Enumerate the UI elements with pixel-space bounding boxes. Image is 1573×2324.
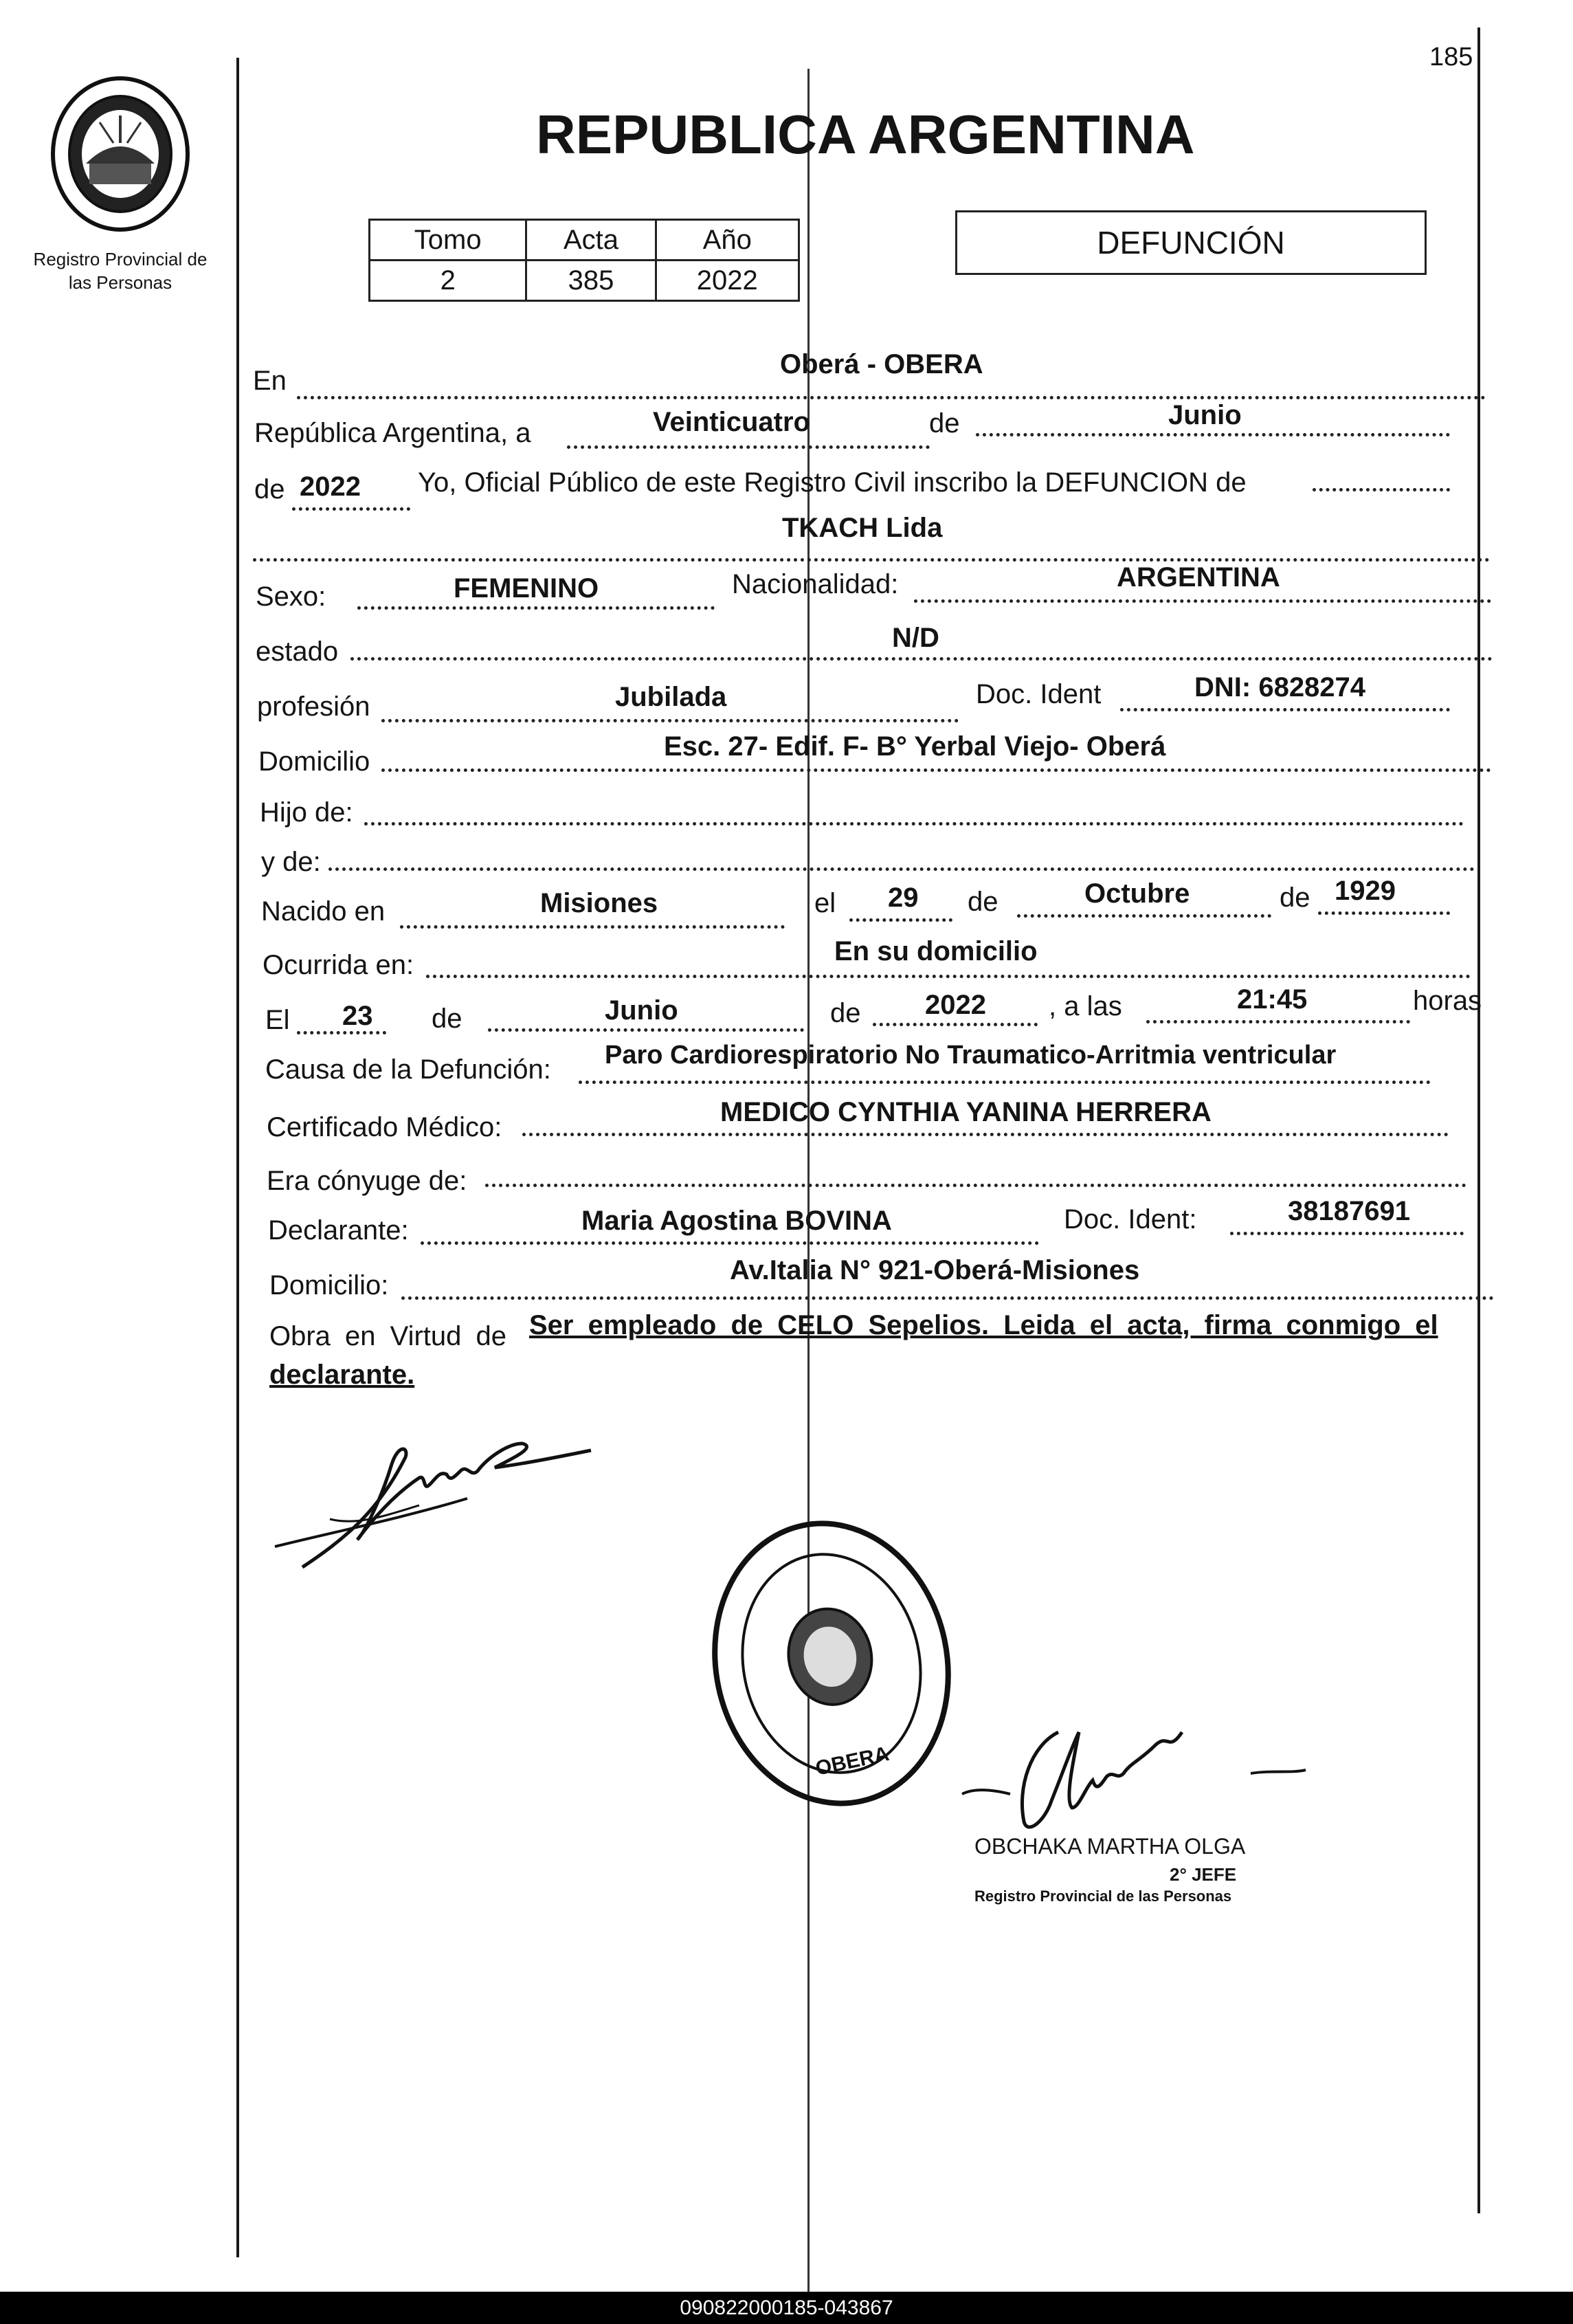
dotted-line — [1230, 1232, 1464, 1235]
doc-ident-label-2: Doc. Ident: — [1064, 1204, 1197, 1235]
alas-label: , a las — [1049, 991, 1122, 1021]
year-prefix-label: de — [254, 474, 285, 505]
declarante-value: Maria Agostina BOVINA — [581, 1206, 892, 1236]
de-label-birth2: de — [1280, 883, 1310, 913]
officer-signature — [948, 1705, 1333, 1842]
dotted-line — [253, 558, 1490, 562]
dotted-line — [1120, 708, 1450, 711]
header-acta: Acta — [526, 220, 656, 261]
dotted-line — [292, 507, 410, 511]
header-ano: Año — [656, 220, 799, 261]
profesion-value: Jubilada — [615, 682, 727, 712]
page-number: 185 — [1429, 43, 1473, 71]
dotted-line — [297, 1031, 386, 1034]
footer-code: 090822000185-043867 — [0, 2292, 1573, 2324]
dotted-line — [914, 599, 1491, 603]
right-margin-line — [1477, 27, 1480, 2213]
center-fold-line — [807, 69, 810, 2296]
birth-year: 1929 — [1335, 876, 1396, 906]
en-value: Oberá - OBERA — [780, 349, 983, 379]
dotted-line — [364, 822, 1464, 826]
declarante-label: Declarante: — [268, 1215, 409, 1246]
officer-role: 2° JEFE — [1170, 1864, 1237, 1885]
dotted-line — [426, 975, 1471, 978]
year-value: 2022 — [300, 472, 361, 502]
dotted-line — [522, 1133, 1449, 1136]
inscribo-text: Yo, Oficial Público de este Registro Civil inscribo la DEFUNCION de — [418, 467, 1247, 498]
domicilio-value: Esc. 27- Edif. F- B° Yerbal Viejo- Oberá — [664, 731, 1166, 762]
domicilio-value-2: Av.Italia N° 921-Oberá-Misiones — [730, 1255, 1140, 1285]
value-ano: 2022 — [656, 261, 799, 301]
dotted-line — [1313, 488, 1450, 491]
registry-caption-line1: Registro Provincial de — [33, 249, 208, 269]
dotted-line — [400, 925, 785, 929]
death-year: 2022 — [925, 990, 986, 1020]
dotted-line — [350, 657, 1493, 661]
page-title: REPUBLICA ARGENTINA — [536, 104, 1195, 165]
de-label-birth1: de — [968, 887, 999, 917]
dotted-line — [1146, 1020, 1410, 1023]
el-label: el — [814, 888, 836, 918]
de-label-death2: de — [830, 998, 861, 1028]
doc-ident-label: Doc. Ident — [976, 679, 1102, 709]
dotted-line — [976, 433, 1450, 436]
officer-name: OBCHAKA MARTHA OLGA — [974, 1834, 1246, 1859]
birth-day: 29 — [888, 883, 919, 913]
causa-label: Causa de la Defunción: — [265, 1054, 551, 1085]
dotted-line — [297, 396, 1486, 399]
dotted-line — [849, 918, 952, 922]
deceased-name: TKACH Lida — [782, 513, 943, 543]
nacionalidad-label: Nacionalidad: — [732, 569, 899, 599]
delegation-stamp — [701, 1512, 962, 1815]
obra-value-line1: Ser empleado de CELO Sepelios. Leida el acta, firma conmigo el — [529, 1310, 1438, 1340]
en-label: En — [253, 366, 287, 396]
obra-label: Obra en Virtud de — [269, 1321, 507, 1351]
doc-ident-value: DNI: 6828274 — [1194, 672, 1366, 702]
profesion-label: profesión — [257, 691, 370, 722]
declarante-doc: 38187691 — [1288, 1196, 1410, 1226]
dotted-line — [579, 1081, 1431, 1084]
obra-value-line2: declarante. — [269, 1360, 415, 1390]
domicilio-label: Domicilio — [258, 746, 370, 777]
nacido-value: Misiones — [540, 888, 658, 918]
dotted-line — [421, 1241, 1039, 1245]
sexo-label: Sexo: — [256, 582, 326, 612]
conyuge-label: Era cónyuge de: — [267, 1166, 467, 1196]
dotted-line — [485, 1184, 1466, 1187]
left-margin-line — [236, 58, 239, 2257]
day-value: Veinticuatro — [653, 407, 810, 437]
causa-value: Paro Cardiorespiratorio No Traumatico-Arritmia ventricular — [605, 1041, 1337, 1070]
certificado-label: Certificado Médico: — [267, 1112, 502, 1142]
dotted-line — [873, 1023, 1038, 1026]
dotted-line — [401, 1296, 1494, 1300]
month-value: Junio — [1168, 400, 1242, 430]
officer-institution: Registro Provincial de las Personas — [974, 1888, 1232, 1905]
birth-month: Octubre — [1084, 878, 1190, 909]
ocurrida-value: En su domicilio — [834, 936, 1038, 966]
republica-label: República Argentina, a — [254, 418, 531, 448]
value-acta: 385 — [526, 261, 656, 301]
dotted-line — [1017, 914, 1271, 918]
nacido-label: Nacido en — [261, 896, 386, 927]
ocurrida-label: Ocurrida en: — [263, 950, 414, 980]
death-time: 21:45 — [1237, 984, 1308, 1015]
dotted-line — [1318, 911, 1450, 915]
certificado-value: MEDICO CYNTHIA YANINA HERRERA — [720, 1097, 1212, 1127]
record-type-box: DEFUNCIÓN — [955, 210, 1427, 275]
death-month: Junio — [605, 995, 678, 1026]
dotted-line — [381, 719, 959, 722]
yde-label: y de: — [261, 847, 321, 877]
domicilio-label-2: Domicilio: — [269, 1270, 389, 1301]
de-label: de — [929, 408, 960, 439]
horas-label: horas — [1413, 986, 1482, 1016]
sexo-value: FEMENINO — [454, 573, 599, 604]
dotted-line — [357, 606, 715, 610]
dotted-line — [488, 1028, 804, 1032]
dotted-line — [381, 768, 1491, 772]
estado-value: N/D — [892, 623, 939, 653]
declarant-signature — [261, 1416, 605, 1574]
registry-caption-line2: las Personas — [68, 272, 172, 293]
province-seal-logo — [48, 74, 192, 234]
death-day: 23 — [342, 1001, 373, 1031]
record-table — [368, 219, 800, 302]
de-label-death1: de — [432, 1004, 462, 1034]
el-label-death: El — [265, 1005, 290, 1035]
header-tomo: Tomo — [370, 220, 526, 261]
dotted-line — [328, 867, 1475, 871]
svg-text:OBERA: OBERA — [813, 1742, 891, 1780]
estado-label: estado — [256, 637, 339, 667]
value-tomo: 2 — [370, 261, 526, 301]
hijo-label: Hijo de: — [260, 797, 353, 828]
dotted-line — [567, 445, 930, 449]
nacionalidad-value: ARGENTINA — [1117, 562, 1280, 593]
